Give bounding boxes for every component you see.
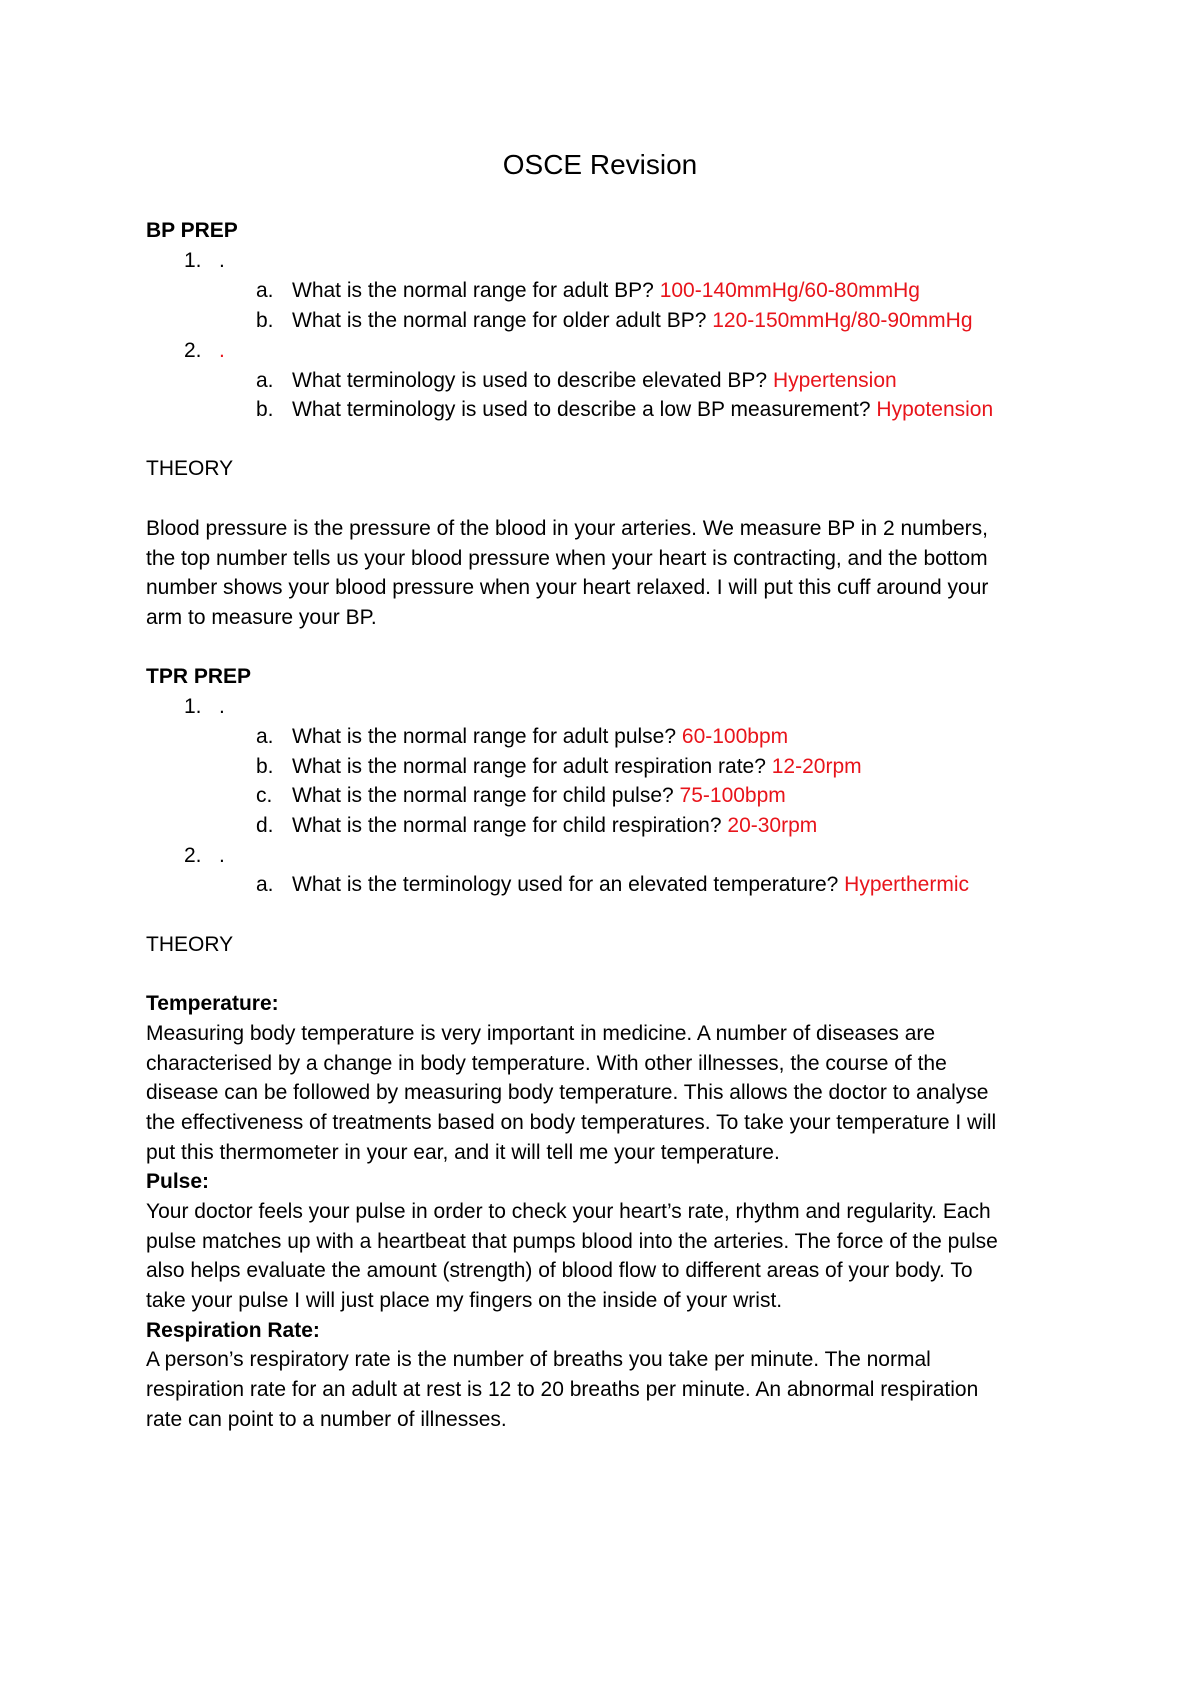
- question-line: [292, 397, 993, 423]
- temperature-heading: Temperature:: [146, 992, 279, 1015]
- list-letter: a.: [256, 873, 274, 896]
- list-letter: d.: [256, 814, 274, 837]
- paragraph-line: pulse matches up with a heartbeat that pumps blood into the arteries. The force of the pulse: [146, 1230, 998, 1253]
- question-text: What is the normal range for adult respiration rate?: [292, 755, 766, 778]
- question-text: What is the normal range for child respiration?: [292, 814, 722, 837]
- question-text: What is the normal range for child pulse?: [292, 784, 674, 807]
- respiration-heading: Respiration Rate:: [146, 1319, 320, 1342]
- list-item-dot: .: [219, 339, 225, 362]
- answer-text: Hyperthermic: [844, 873, 970, 896]
- paragraph-line: Measuring body temperature is very important in medicine. A number of diseases are: [146, 1022, 936, 1045]
- list-item-dot: .: [219, 695, 225, 718]
- list-number: 1.: [184, 695, 202, 718]
- answer-text: 60-100bpm: [681, 725, 789, 748]
- question-text: What is the terminology used for an elevated temperature?: [292, 873, 839, 896]
- question-text: What is the normal range for adult pulse?: [292, 725, 677, 748]
- list-item-dot: .: [219, 844, 225, 867]
- question-line: [292, 368, 897, 394]
- paragraph-line: A person’s respiratory rate is the number of breaths you take per minute. The normal: [146, 1348, 931, 1371]
- answer-text: 100-140mmHg/60-80mmHg: [659, 279, 920, 302]
- paragraph-line: disease can be followed by measuring body temperature. This allows the doctor to analyse: [146, 1081, 989, 1104]
- paragraph-line: Your doctor feels your pulse in order to check your heart’s rate, rhythm and regularity. Each: [146, 1200, 991, 1223]
- question-line: [292, 754, 862, 780]
- paragraph-line: rate can point to a number of illnesses.: [146, 1408, 507, 1431]
- theory-heading: THEORY: [146, 457, 234, 480]
- question-line: [292, 872, 969, 898]
- pulse-heading: Pulse:: [146, 1170, 210, 1193]
- answer-text: 120-150mmHg/80-90mmHg: [712, 309, 973, 332]
- question-text: What is the normal range for older adult BP?: [292, 309, 707, 332]
- question-line: [292, 724, 788, 750]
- list-letter: a.: [256, 725, 274, 748]
- list-number: 1.: [184, 249, 202, 272]
- question-text: What is the normal range for adult BP?: [292, 279, 654, 302]
- paragraph-line: arm to measure your BP.: [146, 606, 377, 629]
- paragraph-line: also helps evaluate the amount (strength) of blood flow to different areas of your body. To: [146, 1259, 973, 1282]
- list-letter: c.: [256, 784, 273, 807]
- paragraph-line: the top number tells us your blood pressure when your heart is contracting, and the bottom: [146, 547, 988, 570]
- page-title: OSCE Revision: [502, 149, 698, 180]
- question-text: What terminology is used to describe a low BP measurement?: [292, 398, 871, 421]
- paragraph-line: respiration rate for an adult at rest is 12 to 20 breaths per minute. An abnormal respiration: [146, 1378, 979, 1401]
- list-number: 2.: [184, 844, 202, 867]
- question-line: [292, 813, 817, 839]
- list-letter: a.: [256, 369, 274, 392]
- paragraph-line: put this thermometer in your ear, and it will tell me your temperature.: [146, 1141, 780, 1164]
- question-line: [292, 278, 920, 304]
- list-letter: b.: [256, 309, 274, 332]
- paragraph-line: Blood pressure is the pressure of the blood in your arteries. We measure BP in 2 numbers,: [146, 517, 988, 540]
- list-number: 2.: [184, 339, 202, 362]
- bp-prep-heading: BP PREP: [146, 219, 238, 242]
- question-line: [292, 308, 973, 334]
- answer-text: 20-30rpm: [727, 814, 818, 837]
- answer-text: 12-20rpm: [771, 755, 862, 778]
- theory-heading: THEORY: [146, 933, 234, 956]
- paragraph-line: characterised by a change in body temperature. With other illnesses, the course of the: [146, 1052, 947, 1075]
- paragraph-line: take your pulse I will just place my fingers on the inside of your wrist.: [146, 1289, 783, 1312]
- list-letter: a.: [256, 279, 274, 302]
- answer-text: 75-100bpm: [679, 784, 786, 807]
- answer-text: Hypotension: [876, 398, 994, 421]
- list-letter: b.: [256, 755, 274, 778]
- question-text: What terminology is used to describe elevated BP?: [292, 369, 768, 392]
- list-item-dot: .: [219, 249, 225, 272]
- tpr-prep-heading: TPR PREP: [146, 665, 252, 688]
- paragraph-line: the effectiveness of treatments based on body temperatures. To take your temperature I will: [146, 1111, 997, 1134]
- question-line: [292, 783, 786, 809]
- list-letter: b.: [256, 398, 274, 421]
- paragraph-line: number shows your blood pressure when your heart relaxed. I will put this cuff around your: [146, 576, 989, 599]
- answer-text: Hypertension: [772, 369, 897, 392]
